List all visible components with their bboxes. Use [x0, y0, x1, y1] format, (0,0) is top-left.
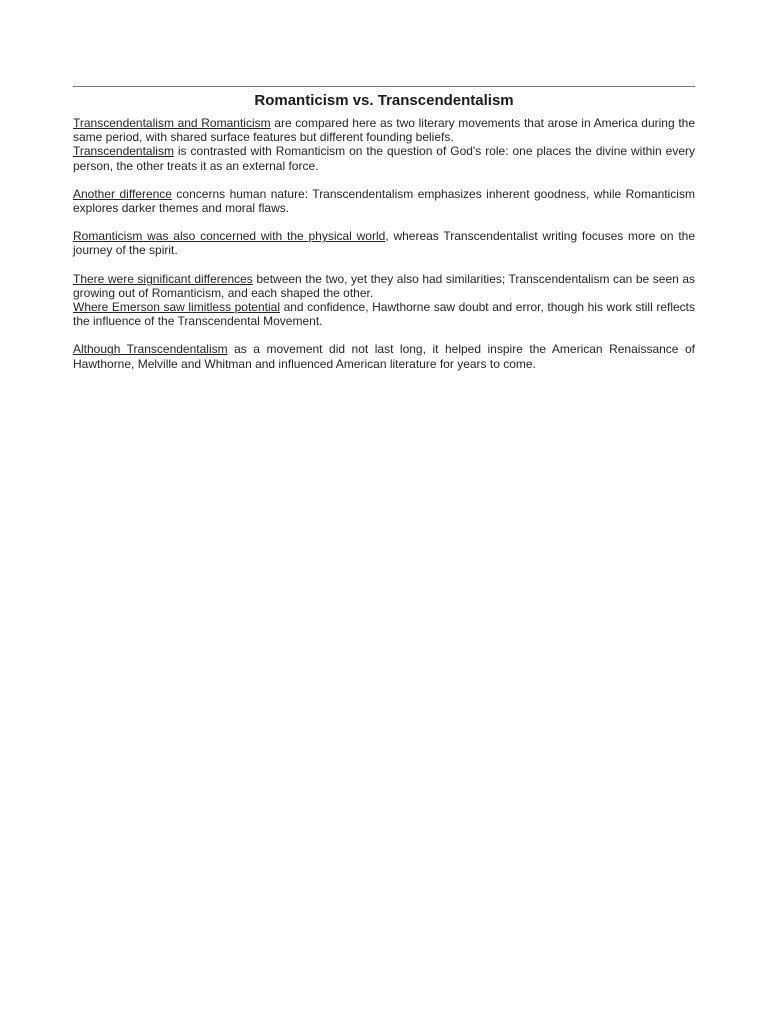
paragraph-7 [73, 342, 695, 370]
paragraph-text: as a movement did not last long, it helped inspire the American Renaissance of Hawthorne, Melville and Whitman and influenced American literature for years to come. [73, 342, 695, 371]
paragraph-lead: Where Emerson saw limitless potential [73, 300, 280, 315]
top-rule [73, 86, 695, 87]
paragraph-6 [73, 300, 695, 328]
paragraph-1 [73, 116, 695, 144]
paragraph-3 [73, 187, 695, 215]
paragraph-lead: Transcendentalism and Romanticism [73, 116, 271, 130]
document-body [73, 116, 695, 371]
paragraph-lead: There were significant differences [73, 271, 253, 286]
paragraph-2 [73, 144, 695, 172]
document-title: Romanticism vs. Transcendentalism [254, 92, 514, 109]
paragraph-text: , whereas Transcendentalist writing focuses more on the journey of the spirit. [73, 229, 696, 258]
paragraph-text: between the two, yet they also had similarities; Transcendentalism can be seen as growing out of Romanticism, and each shaped the other. [73, 271, 695, 300]
paragraph-lead: Although Transcendentalism [73, 342, 228, 357]
paragraph-text: is contrasted with Romanticism on the question of God's role: one places the divine within every person, the other treats it as an external force. [73, 144, 695, 173]
paragraph-text: concerns human nature: Transcendentalism emphasizes inherent goodness, while Romanticism explores darker themes and moral flaws. [73, 186, 695, 216]
paragraph-text: and confidence, Hawthorne saw doubt and error, though his work still reflects the influence of the Transcendental Movement. [73, 300, 696, 329]
paragraph-text: are compared here as two literary movements that arose in America during the same period, with shared surface features but different founding beliefs. [73, 116, 695, 145]
paragraph-lead: Romanticism was also concerned with the physical world [73, 229, 386, 244]
paragraph-5 [73, 272, 695, 300]
paragraph-lead: Another difference [73, 186, 172, 201]
paragraph-4 [73, 229, 695, 257]
paragraph-lead: Transcendentalism [73, 144, 174, 159]
